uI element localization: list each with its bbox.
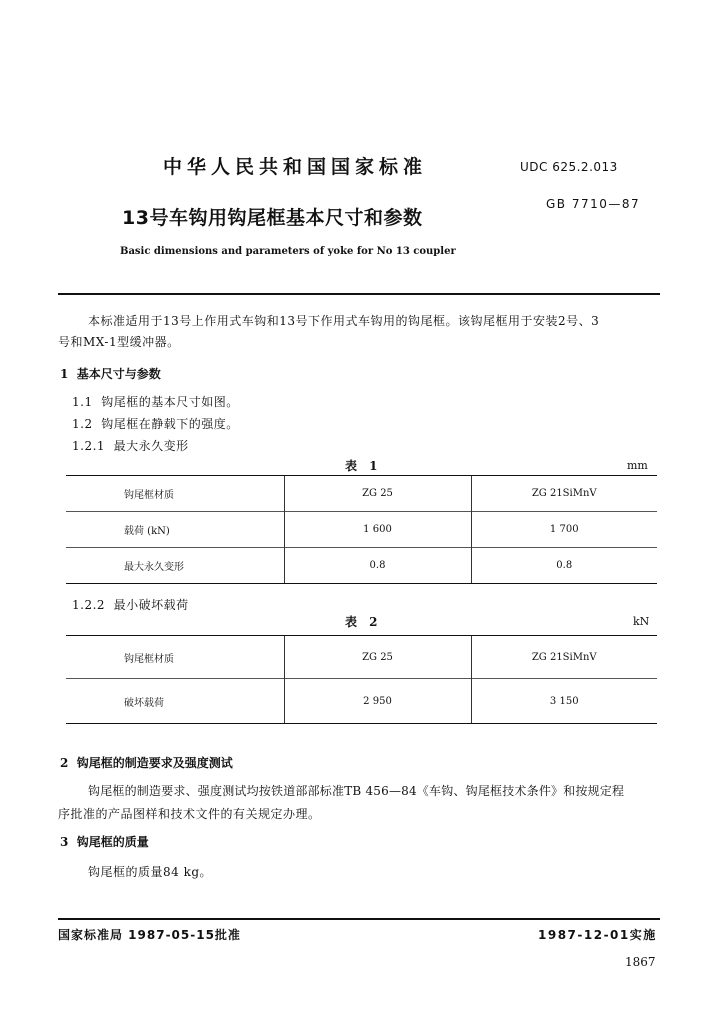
table-cell: 最大永久变形 <box>66 548 284 584</box>
gb-number: GB 7710—87 <box>546 197 641 211</box>
section-1-2: 1.2 钩尾框在静载下的强度。 <box>72 417 239 431</box>
table-cell: ZG 21SiMnV <box>471 476 657 512</box>
section-1-2-2: 1.2.2 最小破坏载荷 <box>72 598 189 612</box>
document-title-english: Basic dimensions and parameters of yoke for No 13 coupler <box>120 246 456 257</box>
table-cell: 钩尾框材质 <box>66 476 284 512</box>
table-row <box>66 512 657 548</box>
table-cell: 破坏载荷 <box>66 679 284 724</box>
document-title: 13号车钩用钩尾框基本尺寸和参数 <box>122 207 423 229</box>
approval-date: 国家标准局 1987-05-15批准 <box>58 928 241 942</box>
table-row <box>66 679 657 724</box>
udc-code: UDC 625.2.013 <box>520 160 618 174</box>
table-2 <box>66 635 657 724</box>
table-cell: 载荷 (kN) <box>66 512 284 548</box>
table-row <box>66 548 657 584</box>
header-rule <box>58 293 660 295</box>
section-2-heading: 2 钩尾框的制造要求及强度测试 <box>60 756 233 770</box>
page-number: 1867 <box>625 955 656 969</box>
table-cell: 0.8 <box>284 548 471 584</box>
standard-header-title: 中华人民共和国国家标准 <box>163 156 428 178</box>
section-1-1: 1.1 钩尾框的基本尺寸如图。 <box>72 395 239 409</box>
table-row <box>66 636 657 679</box>
table-row <box>66 476 657 512</box>
section-3-heading: 3 钩尾框的质量 <box>60 835 149 849</box>
table-cell: 1 700 <box>471 512 657 548</box>
table-cell: 3 150 <box>471 679 657 724</box>
section-2-line-1: 钩尾框的制造要求、强度测试均按铁道部部标准TB 456—84《车钩、钩尾框技术条件》和按规定程 <box>88 784 625 798</box>
section-1-2-1: 1.2.1 最大永久变形 <box>72 439 189 453</box>
table-1 <box>66 475 657 584</box>
table-cell: 1 600 <box>284 512 471 548</box>
table-cell: 钩尾框材质 <box>66 636 284 679</box>
table-cell: ZG 25 <box>284 636 471 679</box>
table-2-caption: 表 2 <box>345 615 382 629</box>
table-cell: 2 950 <box>284 679 471 724</box>
section-3-text: 钩尾框的质量84 kg。 <box>88 865 213 879</box>
table-1-caption: 表 1 <box>345 459 382 473</box>
table-1-unit: mm <box>627 459 648 472</box>
section-2-line-2: 序批准的产品图样和技术文件的有关规定办理。 <box>58 807 321 821</box>
effective-date: 1987-12-01实施 <box>538 928 657 942</box>
intro-line-1: 本标准适用于13号上作用式车钩和13号下作用式车钩用的钩尾框。该钩尾框用于安装2号、3 <box>88 314 600 328</box>
table-cell: ZG 21SiMnV <box>471 636 657 679</box>
table-cell: ZG 25 <box>284 476 471 512</box>
section-1-heading: 1 基本尺寸与参数 <box>60 367 161 381</box>
footer-rule <box>58 918 660 920</box>
intro-line-2: 号和MX-1型缓冲器。 <box>58 335 180 349</box>
table-cell: 0.8 <box>471 548 657 584</box>
table-2-unit: kN <box>633 615 650 628</box>
